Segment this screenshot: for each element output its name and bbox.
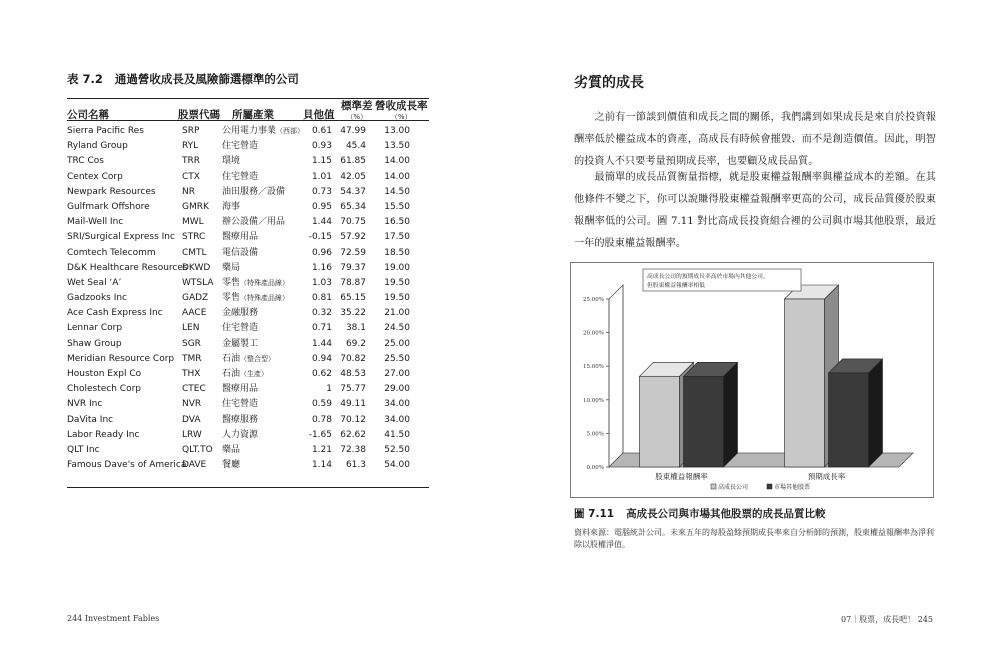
cell-std: 38.1 [345,323,366,334]
cell-growth: 34.00 [384,399,410,410]
cell-industry [222,124,304,139]
cell-std: 78.87 [340,277,366,288]
cell-industry: 金融服務 [222,308,259,319]
cell-industry: 金屬製工 [222,338,259,349]
y-tick-label: 0.00% [586,465,604,471]
cell-industry-text: 石油 [222,353,241,364]
table-row [67,382,429,397]
cell-company: Shaw Group [67,338,122,349]
cell-beta: 1.15 [311,156,332,167]
cell-std: 72.38 [340,444,366,455]
cell-industry: 住宅營造 [222,399,259,410]
cell-std: 79.37 [340,262,366,273]
y-tick-label: 15.00% [583,364,604,371]
cell-industry-text: 公用電力事業 [222,126,277,136]
cell-company: Newpark Resources [67,186,156,197]
cell-company: Ace Cash Express Inc [67,308,163,319]
cell-industry: 餐廳 [222,460,241,471]
cell-ticker: TRR [182,156,201,167]
cell-ticker: CMTL [182,247,207,258]
cell-growth: 16.50 [384,217,410,228]
cell-beta: 0.94 [311,353,332,364]
table-row [67,261,429,276]
cell-industry-note: （整合型） [240,354,276,363]
bar-1-1 [829,373,869,467]
cell-std: 35.22 [340,308,366,319]
cell-std: 42.05 [340,171,366,182]
cell-growth: 34.00 [384,414,410,425]
bar-0-0 [640,376,680,467]
table-row [67,215,429,230]
cell-industry-note: （特殊產品線） [240,294,290,303]
figure-title [574,506,826,521]
cell-company: Houston Expl Co [67,369,142,379]
cell-beta: 0.61 [311,126,332,136]
cell-ticker: SRP [182,126,200,136]
cell-company: Wet Seal ‘A’ [67,277,122,288]
cell-ticker: QLT.TO [182,444,213,455]
cell-industry-note: （西部） [276,127,305,135]
cell-std: 65.15 [340,293,366,304]
cell-growth: 41.50 [384,429,410,440]
cell-growth: 27.00 [384,369,410,379]
cell-ticker: CTX [182,171,200,182]
cell-beta: 1.44 [311,217,332,228]
cell-std: 57.92 [340,232,366,243]
cell-growth: 19.50 [384,293,410,304]
legend-swatch [767,484,772,489]
cell-industry: 住宅營造 [222,171,259,182]
cell-beta: -0.15 [308,232,332,243]
table-row [67,367,429,382]
cell-std: 47.99 [340,126,366,136]
y-tick-label: 10.00% [583,397,604,404]
cell-std: 70.75 [340,217,366,228]
legend-label: 市場其他股票 [774,484,811,491]
cell-ticker: MWL [182,217,204,228]
cell-company: TRC Cos [67,156,104,167]
header-growth [375,98,428,121]
cell-company: Cholestech Corp [67,384,142,395]
cell-industry-text: 石油 [222,369,241,379]
table-row [67,170,429,185]
cell-ticker: DVA [182,414,201,425]
cell-beta: 1.16 [311,262,332,273]
cell-ticker: GMRK [182,201,209,212]
cell-std: 61.3 [345,460,366,471]
cell-company: QLT Inc [67,444,100,455]
table-row [67,397,429,412]
table-title [67,71,299,87]
table-row [67,200,429,215]
cell-company: Meridian Resource Corp [67,353,175,364]
cell-growth: 25.50 [384,353,410,364]
cell-industry: 住宅營造 [222,141,259,152]
cell-ticker: STRC [182,232,206,243]
cell-growth: 14.00 [384,156,410,167]
figure-number: 圖 7.11 [574,508,615,520]
cell-growth: 25.00 [384,338,410,349]
cell-std: 75.77 [340,384,366,395]
cell-industry: 醫療用品 [222,384,259,395]
cell-growth: 52.50 [384,444,410,455]
figure-source: 資料來源：電腦統計公司。未來五年的每股盈餘預期成長率來自分析師的預測，股東權益報酬率為淨利除以股權淨值。 [574,528,934,549]
side-wall [609,285,623,467]
cell-beta: 1.01 [311,171,332,182]
cell-std: 48.53 [340,369,366,379]
paragraph-1: 之前有一節談到價值和成長之間的關係，我們講到如果成長是來自於投資報酬率低於權益成本的資產，高成長有時候會摧毀、而不是創造價值。因此，明智的投資人不只要考量預期成長率，也要顧及成長品質。 [574,112,936,167]
cell-industry [222,352,275,367]
cell-ticker: RYL [182,141,199,152]
table-number: 表 7.2 [67,72,103,86]
section-title: 劣質的成長 [574,75,644,91]
table-row [67,185,429,200]
cell-ticker: DKWD [182,262,211,273]
table-row [67,124,429,139]
cell-beta: 0.73 [311,186,332,197]
header-industry: 所屬產業 [232,109,274,121]
cell-std: 45.4 [345,141,366,152]
cell-ticker: NVR [182,399,202,410]
table-row [67,337,429,352]
cell-growth: 29.00 [384,384,410,395]
header-company: 公司名稱 [67,109,109,121]
table-row [67,413,429,428]
cell-industry: 人力資源 [222,429,259,440]
header-std-label: 標準差 [341,100,373,112]
paragraph-2: 最簡單的成長品質衡量指標，就是股東權益報酬率與權益成本的差額。在其他條件不變之下，你可以說賺得股東權益報酬率更高的公司，成長品質優於股東報酬率低的公司。圖 7.11 對比高成長投資組合裡的公司與市場其他股票，最近一年的股東權益報酬率。 [574,172,936,249]
cell-company: D&K Healthcare Resources [67,262,188,273]
cell-growth: 13.50 [384,141,410,152]
table-row [67,276,429,291]
cell-industry: 藥局 [222,262,241,273]
y-tick-label: 20.00% [583,330,604,337]
header-ticker: 股票代碼 [178,109,220,121]
x-category-label: 預期成長率 [807,472,846,481]
cell-ticker: DAVE [182,460,207,471]
legend-label: 高成長公司 [718,484,749,491]
cell-std: 72.59 [340,247,366,258]
cell-industry: 海事 [222,201,241,212]
y-tick-label: 5.00% [586,431,604,438]
header-std [341,98,373,121]
header-growth-unit: （%） [390,113,412,121]
table-row [67,230,429,245]
cell-company: Famous Dave's of America [67,460,187,471]
cell-ticker: LEN [182,323,200,334]
cell-beta: 0.96 [311,247,332,258]
cell-company: Mail-Well Inc [67,217,124,228]
bar-0-1 [684,376,724,467]
cell-growth: 14.00 [384,171,410,182]
table-row [67,139,429,154]
cell-industry [222,291,289,306]
cell-beta: 0.59 [311,399,332,410]
legend-swatch [711,484,716,489]
cell-ticker: THX [182,369,201,379]
cell-industry-text: 零售 [222,277,241,288]
cell-growth: 14.50 [384,186,410,197]
bar-1-0 [785,299,825,467]
cell-industry: 醫療用品 [222,232,259,243]
table-row [67,443,429,458]
header-beta: 貝他值 [303,109,335,121]
cell-growth: 18.50 [384,247,410,258]
figure-title-text: 高成長公司與市場其他股票的成長品質比較 [626,508,826,520]
cell-industry: 電信設備 [222,247,259,258]
cell-company: DaVita Inc [67,414,114,425]
cell-growth: 24.50 [384,323,410,334]
cell-industry: 藥品 [222,444,241,455]
cell-ticker: TMR [182,353,202,364]
cell-industry [222,367,268,382]
x-category-label: 股東權益報酬率 [655,472,708,481]
cell-company: SRI/Surgical Express Inc [67,232,175,243]
cell-growth: 19.50 [384,277,410,288]
cell-company: Sierra Pacific Res [67,126,144,136]
cell-std: 69.2 [345,338,366,349]
table-bottom-rule [67,487,429,488]
cell-beta: 1.14 [311,460,332,471]
table-row [67,352,429,367]
table-title-text: 通過營收成長及風險篩選標準的公司 [114,72,299,86]
annotation-line-2: 但股東權益報酬率相低 [647,283,705,289]
cell-industry: 油田服務／設備 [222,186,286,197]
cell-growth: 21.00 [384,308,410,319]
cell-industry: 住宅營造 [222,323,259,334]
cell-company: Labor Ready Inc [67,429,140,440]
cell-growth: 54.00 [384,460,410,471]
cell-beta: 0.81 [311,293,332,304]
cell-growth: 17.50 [384,232,410,243]
right-folio: 07｜股票，成長吧！ 245 [841,615,933,624]
cell-industry: 環境 [222,156,241,167]
cell-industry-text: 零售 [222,293,241,304]
table-row [67,291,429,306]
cell-beta: 0.71 [311,323,332,334]
cell-industry: 醫療服務 [222,414,259,425]
cell-beta: 0.95 [311,201,332,212]
cell-std: 62.62 [340,429,366,440]
cell-ticker: NR [182,186,195,197]
cell-company: Gulfmark Offshore [67,201,150,212]
cell-growth: 15.50 [384,201,410,212]
annotation-line-1: 高成長公司的預期成長率高於市場內其他公司， [647,274,769,280]
cell-ticker: LRW [182,429,202,440]
cell-beta: 1.21 [311,444,332,455]
cell-company: Centex Corp [67,171,123,182]
table-row [67,458,429,473]
cell-beta: 0.62 [311,369,332,379]
cell-std: 61.85 [340,156,366,167]
cell-beta: 0.93 [311,141,332,152]
cell-industry: 辦公設備／用品 [222,217,286,228]
cell-beta: 1.03 [311,277,332,288]
cell-company: Gadzooks Inc [67,293,128,304]
left-folio: 244 Investment Fables [67,614,160,623]
cell-std: 70.82 [340,353,366,364]
header-growth-label: 營收成長率 [375,100,428,112]
cell-growth: 19.00 [384,262,410,273]
cell-company: Comtech Telecomm [67,247,156,258]
cell-beta: 0.78 [311,414,332,425]
table-header-rule [67,120,429,121]
cell-industry-note: （特殊產品線） [240,278,290,287]
cell-ticker: SGR [182,338,201,349]
y-tick-label: 25.00% [583,297,604,303]
cell-industry [222,276,289,291]
bar-side [869,359,883,467]
cell-beta: 0.32 [311,308,332,319]
cell-growth: 13.00 [384,126,410,136]
cell-ticker: AACE [182,308,207,319]
table-row [67,428,429,443]
cell-industry-note: （生產） [240,370,269,378]
cell-std: 70.12 [340,414,366,425]
cell-beta: 1 [326,384,332,395]
table-row [67,321,429,336]
cell-ticker: GADZ [182,293,209,304]
table-row [67,306,429,321]
header-std-unit: （%） [346,113,368,121]
chart-frame [570,262,934,498]
cell-company: Lennar Corp [67,323,123,334]
cell-company: Ryland Group [67,141,128,152]
table-row [67,154,429,169]
table-row [67,246,429,261]
cell-beta: 1.44 [311,338,332,349]
cell-std: 49.11 [340,399,366,410]
cell-company: NVR Inc [67,399,103,410]
cell-ticker: WTSLA [182,277,214,288]
cell-beta: -1.65 [308,429,332,440]
table-body [67,124,429,473]
roe-growth-chart [571,263,933,497]
cell-std: 54.37 [340,186,366,197]
cell-ticker: CTEC [182,384,206,395]
cell-std: 65.34 [340,201,366,212]
bar-side [724,362,738,467]
